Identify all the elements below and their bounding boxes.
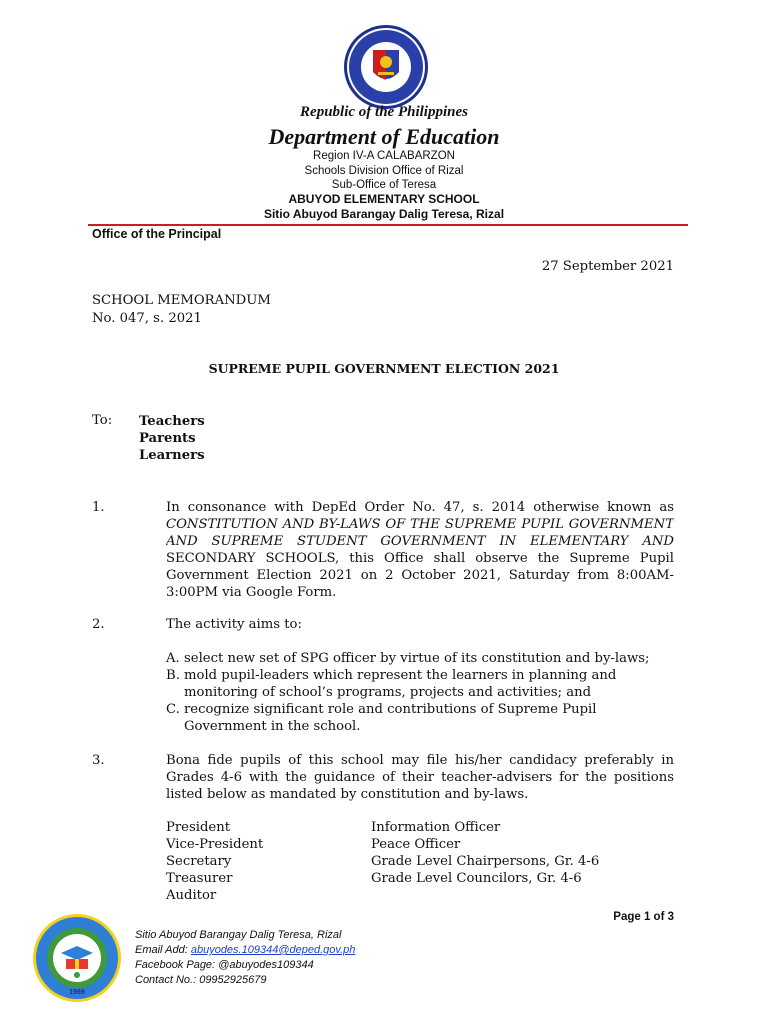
aim-item bbox=[166, 701, 676, 735]
memo-number: No. 047, s. 2021 bbox=[92, 311, 202, 326]
item-1-line: SECONDARY SCHOOLS, this Office shall observe the Supreme Pupil bbox=[166, 551, 674, 566]
position-item: Secretary bbox=[166, 854, 232, 869]
item-3-paragraph bbox=[166, 752, 674, 803]
department-heading: Department of Education bbox=[268, 124, 500, 149]
aim-line: Government in the school. bbox=[184, 719, 361, 734]
school-address: Sitio Abuyod Barangay Dalig Teresa, Rizal bbox=[263, 207, 505, 221]
position-item: Peace Officer bbox=[371, 837, 461, 852]
positions-right bbox=[371, 819, 599, 887]
item-3-line: Bona fide pupils of this school may file his/her candidacy preferably in bbox=[166, 753, 674, 768]
footer-contact bbox=[135, 928, 355, 988]
recipients-list bbox=[139, 413, 205, 464]
footer-email-label: Email Add: bbox=[135, 944, 191, 956]
position-item: Grade Level Chairpersons, Gr. 4-6 bbox=[371, 854, 600, 869]
aim-letter: C. bbox=[166, 702, 180, 717]
logo-year: 1969 bbox=[69, 989, 85, 996]
division-line: Schools Division Office of Rizal bbox=[304, 165, 464, 177]
positions-left bbox=[166, 819, 263, 904]
footer-email-line bbox=[135, 943, 355, 958]
recipient-item: Learners bbox=[139, 448, 205, 463]
memo-type: SCHOOL MEMORANDUM bbox=[92, 293, 271, 308]
item-number: 3. bbox=[92, 753, 105, 768]
aim-item bbox=[166, 667, 676, 701]
item-1-line: AND SUPREME STUDENT GOVERNMENT IN ELEMENTARY AND bbox=[166, 534, 674, 549]
position-item: Grade Level Councilors, Gr. 4-6 bbox=[371, 871, 582, 886]
position-item: Auditor bbox=[166, 888, 217, 903]
footer-contact-number: Contact No.: 09952925679 bbox=[135, 974, 267, 986]
school-name: ABUYOD ELEMENTARY SCHOOL bbox=[288, 192, 480, 206]
position-item: President bbox=[166, 820, 231, 835]
item-1-paragraph bbox=[166, 499, 674, 601]
aims-list bbox=[166, 650, 676, 735]
item-3-line: listed below as mandated by constitution and by-laws. bbox=[166, 787, 529, 802]
footer-address: Sitio Abuyod Barangay Dalig Teresa, Rizal bbox=[135, 929, 342, 941]
item-3-line: Grades 4-6 with the guidance of their teacher-advisers for the positions bbox=[166, 770, 674, 785]
school-logo bbox=[32, 913, 122, 1003]
recipient-item: Teachers bbox=[139, 414, 205, 429]
aim-item bbox=[166, 650, 676, 667]
footer-email-link[interactable]: abuyodes.109344@deped.gov.ph bbox=[190, 944, 356, 956]
item-number: 1. bbox=[92, 500, 105, 515]
region-line: Region IV-A CALABARZON bbox=[313, 150, 455, 162]
position-item: Vice-President bbox=[166, 837, 264, 852]
office-label: Office of the Principal bbox=[92, 227, 222, 241]
memo-title: SUPREME PUPIL GOVERNMENT ELECTION 2021 bbox=[208, 361, 560, 376]
footer-facebook: Facebook Page: @abuyodes109344 bbox=[135, 959, 314, 971]
aim-line: monitoring of school’s programs, projects and activities; and bbox=[184, 685, 592, 700]
memo-date: 27 September 2021 bbox=[541, 259, 674, 274]
item-1-line: CONSTITUTION AND BY-LAWS OF THE SUPREME PUPIL GOVERNMENT bbox=[166, 517, 674, 532]
position-item: Information Officer bbox=[371, 820, 501, 835]
sub-office-line: Sub-Office of Teresa bbox=[331, 179, 437, 191]
deped-seal bbox=[343, 24, 429, 110]
aim-letter: B. bbox=[166, 668, 180, 683]
position-item: Treasurer bbox=[166, 871, 233, 886]
item-1-line: In consonance with DepEd Order No. 47, s. 2014 otherwise known as bbox=[166, 500, 674, 515]
item-number: 2. bbox=[92, 617, 105, 632]
recipient-item: Parents bbox=[139, 431, 196, 446]
aim-line: mold pupil-leaders which represent the learners in planning and bbox=[184, 668, 617, 683]
header-divider bbox=[88, 224, 688, 226]
aim-line: recognize significant role and contributions of Supreme Pupil bbox=[184, 702, 597, 717]
item-1-line: Government Election 2021 on 2 October 2021, Saturday from 8:00AM- bbox=[166, 568, 674, 583]
to-label: To: bbox=[92, 413, 113, 428]
item-2-intro: The activity aims to: bbox=[166, 617, 302, 632]
aim-line: select new set of SPG officer by virtue of its constitution and by-laws; bbox=[184, 651, 650, 666]
aim-letter: A. bbox=[166, 651, 180, 666]
page-number: Page 1 of 3 bbox=[613, 911, 674, 923]
item-1-line: 3:00PM via Google Form. bbox=[166, 585, 337, 600]
republic-heading: Republic of the Philippines bbox=[300, 104, 468, 120]
